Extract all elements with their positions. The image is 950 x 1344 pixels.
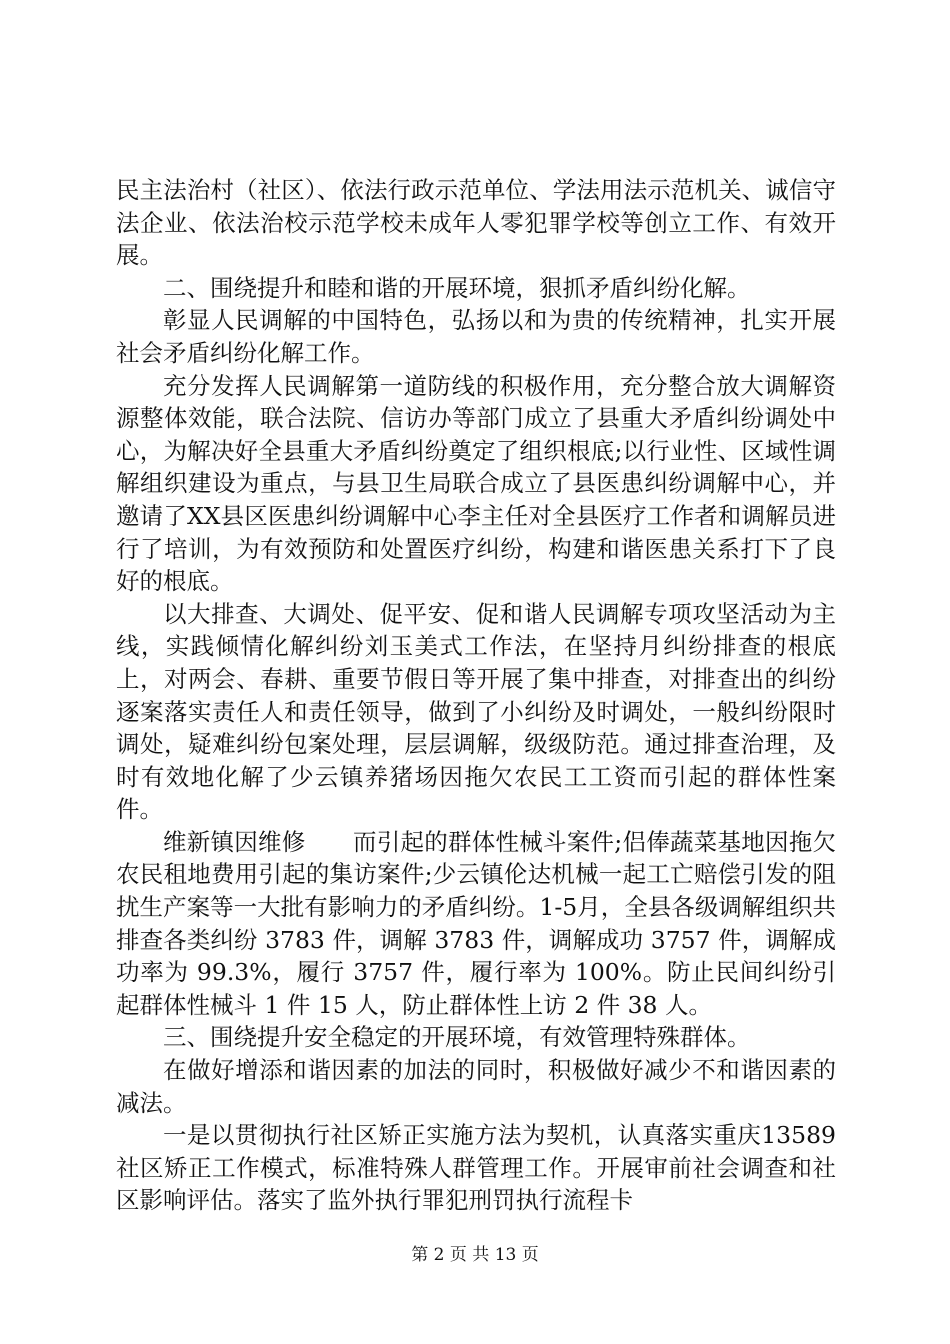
paragraph: 彰显人民调解的中国特色，弘扬以和为贵的传统精神，扎实开展社会矛盾纠纷化解工作。	[116, 306, 836, 367]
section-heading-2: 二、围绕提升和睦和谐的开展环境，狠抓矛盾纠纷化解。	[163, 273, 751, 302]
document-body	[116, 174, 836, 1217]
paragraph: 维新镇因维修 而引起的群体性械斗案件;侣俸蔬菜基地因拖欠农民租地费用引起的集访案件;少云镇伦达机械一起工亡赔偿引发的阻扰生产案等一大批有影响力的矛盾纠纷。1-5月，全县各级调解组织共排查各类纠纷 3783 件，调解 3783 件，调解成功 3757 件，调解成功率为 99.3%，履行 3757 件，履行率为 100%。防止民间纠纷引起群体性械斗 1 件 15 人，防止群体性上访 2 件 38 人。	[116, 827, 836, 1019]
paragraph: 以大排查、大调处、促平安、促和谐人民调解专项攻坚活动为主线，实践倾情化解纠纷刘玉美式工作法，在坚持月纠纷排查的根底上，对两会、春耕、重要节假日等开展了集中排查，对排查出的纠纷逐案落实责任人和责任领导，做到了小纠纷及时调处，一般纠纷限时调处，疑难纠纷包案处理，层层调解，级级防范。通过排查治理，及时有效地化解了少云镇养猪场因拖欠农民工工资而引起的群体性案件。	[116, 599, 836, 824]
section-heading-3: 三、围绕提升安全稳定的开展环境，有效管理特殊群体。	[163, 1023, 751, 1052]
paragraph: 一是以贯彻执行社区矫正实施方法为契机，认真落实重庆13589 社区矫正工作模式，标准特殊人群管理工作。开展审前社会调查和社区影响评估。落实了监外执行罪犯刑罚执行流程卡	[116, 1121, 836, 1215]
paragraph: 充分发挥人民调解第一道防线的积极作用，充分整合放大调解资源整体效能，联合法院、信访办等部门成立了县重大矛盾纠纷调处中心，为解决好全县重大矛盾纠纷奠定了组织根底;以行业性、区域性调解组织建设为重点，与县卫生局联合成立了县医患纠纷调解中心，并邀请了XX县区医患纠纷调解中心李主任对全县医疗工作者和调解员进行了培训，为有效预防和处置医疗纠纷，构建和谐医患关系打下了良好的根底。	[116, 371, 836, 596]
paragraph: 在做好增添和谐因素的加法的同时，积极做好减少不和谐因素的减法。	[116, 1056, 836, 1117]
paragraph-continuation: 民主法治村（社区）、依法行政示范单位、学法用法示范机关、诚信守法企业、依法治校示范学校未成年人零犯罪学校等创立工作、有效开展。	[116, 176, 836, 270]
page-number-footer: 第 2 页 共 13 页	[411, 1245, 539, 1265]
